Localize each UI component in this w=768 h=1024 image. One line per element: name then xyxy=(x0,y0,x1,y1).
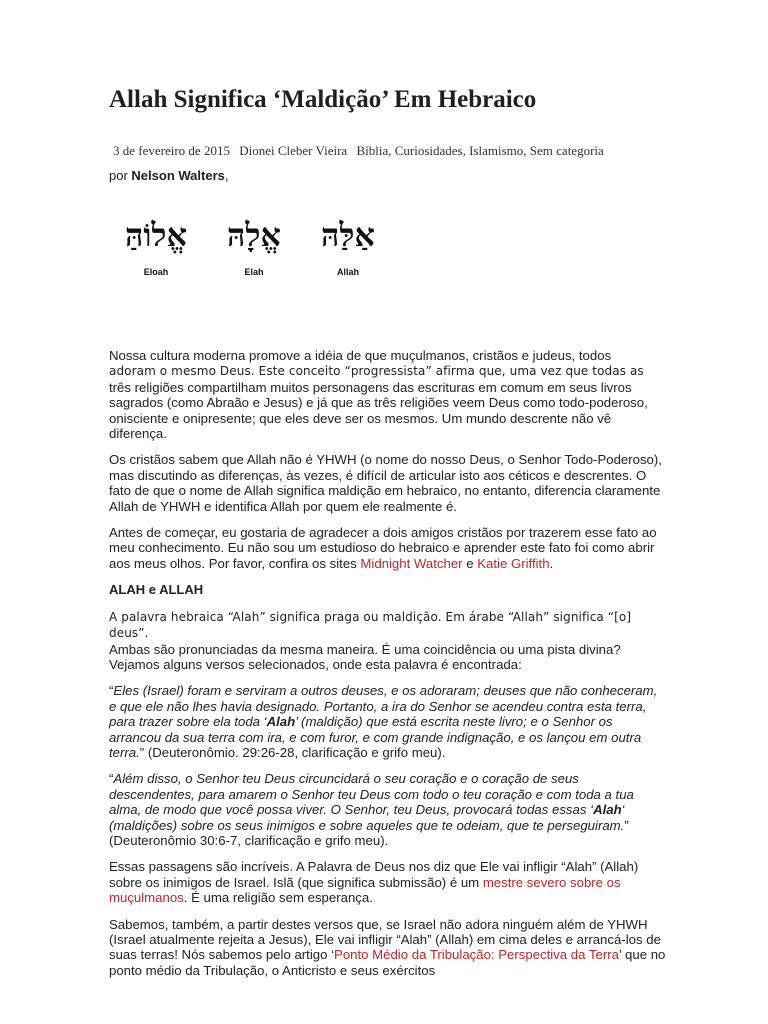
text: ‘ (maldições) sobre os seus inimigos e sobre aqueles que te odeiam, que te perseguiram. xyxy=(109,802,625,833)
text: . xyxy=(549,555,554,571)
text: Antes de começar, eu gostaria de agradecer a dois amigos cristãos por trazerem esse fato ao meu conhecimento. Eu não sou um estudioso do hebraico e aprender este fato foi como abrir aos meus olhos. Por favor, confira os sites xyxy=(109,525,657,571)
text: Essas passagens são incríveis. A Palavra de Deus nos diz que Ele vai infligir “Alah” (Allah) sobre os inimigos de Israel. Islã (que significa submissão) é um xyxy=(109,859,639,890)
article-body xyxy=(109,348,667,989)
hebrew-label: Allah xyxy=(336,267,359,277)
text: A palavra hebraica “Alah” significa praga ou maldição. Em árabe “Allah” significa “[o] deus”. xyxy=(109,609,632,641)
text: ’ (maldição) que está escrita neste livro; e o Senhor os arrancou da sua terra com ira, e com furor, e com grande indignação, e os lançou em outra terra. xyxy=(109,714,642,760)
post-date[interactable]: 3 de fevereiro de 2015 xyxy=(113,143,230,158)
byline-prefix: por xyxy=(109,168,128,183)
text: ’ que no ponto médio da Tribulação, o Anticristo e seus exércitos xyxy=(109,947,666,978)
byline-suffix: , xyxy=(224,168,229,183)
text: ” (Deuteronômio. 29:26-28, clarificação e grifo meu). xyxy=(139,744,446,760)
text: Alah xyxy=(593,802,622,818)
bible-quote xyxy=(109,771,667,848)
article-title: Allah Significa ‘Maldição’ Em Hebraico xyxy=(109,86,537,113)
article-meta xyxy=(113,143,610,159)
text: Sabemos, também, a partir destes versos que, se Israel não adora ninguém além de YHWH (Israel atualmente rejeita a Jesus), Ele vai infligir “Alah” (Allah) em cima deles e arrancá-los de suas terras! Nós sabemos pelo artigo ‘ xyxy=(109,916,661,963)
hebrew-word-elah xyxy=(209,215,299,277)
category-link[interactable]: Curiosidades xyxy=(394,143,463,158)
post-author[interactable]: Dionei Cleber Vieira xyxy=(239,143,348,158)
byline-author: Nelson Walters xyxy=(131,168,225,183)
hebrew-text: אֱלוֹהַּ xyxy=(124,216,188,254)
category-link[interactable]: Sem categoria xyxy=(529,143,604,158)
hebrew-text: אֱלָהּ xyxy=(227,216,281,254)
post-categories: Bíblia, Curiosidades, Islamismo, Sem categoria xyxy=(356,143,604,158)
text: Alah xyxy=(266,714,296,730)
ponto-medio-link[interactable]: Ponto Médio da Tribulação: Perspectiva da Terra xyxy=(334,947,619,963)
section-heading: ALAH e ALLAH xyxy=(109,582,204,598)
byline xyxy=(109,168,228,183)
text: adoram o mesmo Deus. Este conceito “progressista” afirma que, uma vez que todas as xyxy=(109,364,644,379)
hebrew-word-allah xyxy=(303,215,393,277)
mestre-severo-link[interactable]: mestre severo sobre os muçulmanos xyxy=(109,874,621,906)
text: “ xyxy=(109,683,114,699)
hebrew-text: אַלַּהּ xyxy=(321,216,375,254)
paragraph xyxy=(109,859,667,905)
paragraph xyxy=(109,525,667,571)
text: Além disso, o Senhor teu Deus circuncidará o seu coração e o coração de seus descendentes, para amarem o Senhor teu Deus com todo o teu coração e com toda a tua alma, de modo que você possa viver. O Senhor, teu Deus, provocará todas essas ‘ xyxy=(109,771,634,818)
paragraph: Os cristãos sabem que Allah não é YHWH (o nome do nosso Deus, o Senhor Todo-Poderoso), mas discutindo as diferenças, às vezes, é difícil de articular isto aos céticos e descrentes. O fato de que o nome de Allah significa maldição em hebraico, no entanto, diferencia claramente Allah de YHWH e identifica Allah por quem ele realmente é. xyxy=(109,452,662,514)
hebrew-words-image xyxy=(111,215,401,295)
text: “ xyxy=(109,771,114,787)
text: três religiões compartilham muitos personagens das escrituras em comum em seus livros sagrados (como Abraão e Jesus) e já que as três religiões veem Deus como todo-poderoso, onisciente e onipresente; que eles deve ser os mesmos. Um mundo descrente não vê diferença. xyxy=(109,379,648,442)
text: . É uma religião sem esperança. xyxy=(183,890,373,906)
text: e xyxy=(462,555,478,571)
bible-quote xyxy=(109,683,667,760)
paragraph xyxy=(109,917,667,979)
hebrew-label: Eloah xyxy=(143,267,169,277)
text: Nossa cultura moderna promove a idéia de que muçulmanos, cristãos e judeus, todos xyxy=(109,348,612,363)
category-link[interactable]: Bíblia xyxy=(356,143,389,158)
katie-griffith-link[interactable]: Katie Griffith xyxy=(477,555,550,571)
text: Eles (Israel) foram e serviram a outros deuses, e os adoraram; deuses que não conheceram, e que ele não lhes havia designado. Portanto, a ira do Senhor se acendeu contra esta terra, para trazer sobre ela toda ‘ xyxy=(109,683,658,730)
midnight-watcher-link[interactable]: Midnight Watcher xyxy=(360,555,463,571)
hebrew-label: Elah xyxy=(244,267,264,277)
paragraph xyxy=(109,348,667,441)
text: Ambas são pronunciadas da mesma maneira. É uma coincidência ou uma pista divina? Vejamos alguns versos selecionados, onde esta palavra é encontrada: xyxy=(109,641,621,672)
paragraph xyxy=(109,609,667,673)
category-link[interactable]: Islamismo xyxy=(469,143,524,158)
hebrew-word-eloah xyxy=(111,215,201,277)
text: ” (Deuteronômio 30:6-7, clarificação e grifo meu). xyxy=(109,817,629,848)
